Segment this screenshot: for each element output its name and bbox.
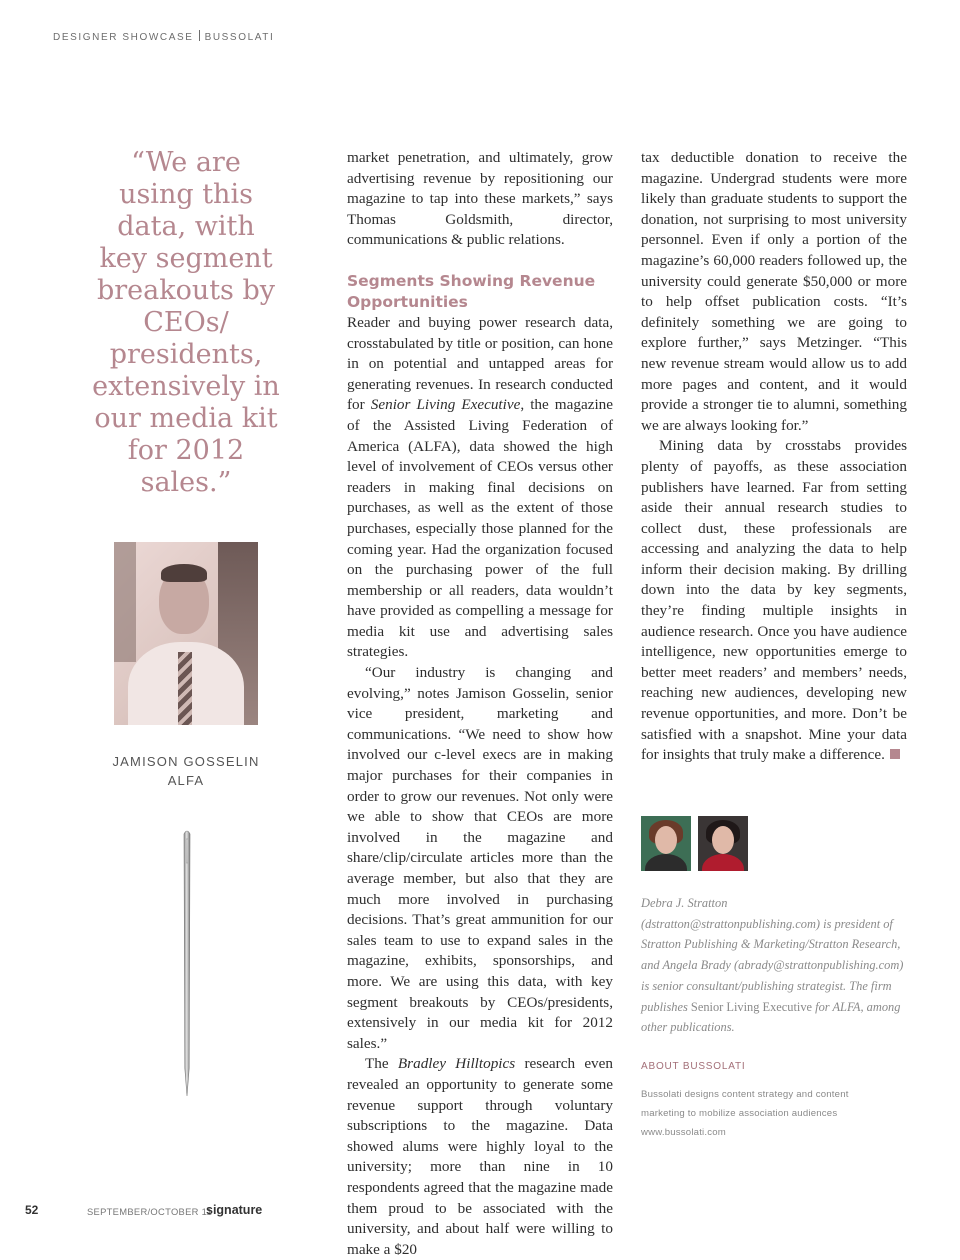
about-heading: ABOUT BUSSOLATI [641,1061,746,1072]
portrait-photo [114,542,258,725]
issue-date: SEPTEMBER/OCTOBER 11 [87,1206,212,1217]
author-photo-brady [698,816,748,871]
header-divider [199,30,200,41]
running-header [53,30,274,43]
magazine-name: signature [206,1203,263,1217]
column1-paragraph-1: market penetration, and ultimately, grow advertising revenue by repositioning our magazine to tap into these markets,” says Thomas Goldsmith, director, communications & public relations. [347,149,613,249]
column2-paragraph-1: tax deductible donation to receive the magazine. Undergrad students were more likely than graduate students to support the donation, not surprising to most university personnel. Even if only a portion of the magazine’s 60,000 readers followed up, the university could generate $50,000 or more to help offset publication costs. “It’s definitely something we are going to explore further,” says Metzinger. “This new revenue stream would allow us to add more pages and content, and it would provide a stronger tie to alumni, something we are always looking for.” [641,149,907,434]
section-subheading: Segments Showing Revenue Opportunities [347,271,596,311]
column1-paragraph-3: “Our industry is changing and evolving,” notes Jamison Gosselin, senior vice president, marketing and communications. “We need to show how involved our c-level execs are in making major purchases for their companies in order to grow our revenues. Not only were we able to show that CEOs are more involved in the magazine and share/clip/circulate articles more than the average member, but also that they are much more involved in purchasing decisions. That’s great ammunition for our sales team to use to expand sales in the magazine, exhibits, sponsorships, and more. We are using this data, with key segment breakouts by CEOs/presidents, extensively in our media kit for 2012 sales.” [347,664,613,1052]
author-photos [641,816,907,872]
bio-publication-title: Senior Living Executive [690,999,813,1014]
portrait-caption [92,752,280,790]
caption-organization: ALFA [167,773,205,788]
author-photo-stratton [641,816,691,871]
publication-title: Bradley Hilltopics [397,1055,516,1073]
about-url-link[interactable]: www.bussolati.com [641,1127,726,1139]
article-column-2 [641,148,907,766]
pull-quote: “We are using this data, with key segment breakouts by CEOs/ presidents, extensively in our media kit for 2012 sales.” [92,147,280,498]
about-text: Bussolati designs content strategy and content marketing to mobilize association audiences www.bussolati.com [641,1085,907,1143]
column2-paragraph-2: Mining data by crosstabs provides plenty of payoffs, as these association publishers have learned. Far from setting aside their annual research studies to collect dust, these professionals are accessing and analyzing the data to help inform their decision making. By drilling down into the data by key segments, they’re finding multiple insights in audience research. Once you have audience intelligence, new opportunities emerge to better meet readers’ and members’ needs, reaching new audiences, developing new revenue opportunities, and more. Don’t be satisfied with a snapshot. Mine your data for insights that truly make a difference. [641,437,907,764]
author-bio: Debra J. Stratton (dstratton@strattonpublishing.com) is president of Stratton Publishing & Marketing/Stratton Research, and Angela Brady (abrady@strattonpublishing.com) is senior consultant/publishing strategist. The firm publishes Senior Living Executive for ALFA, among other publications. [641,896,904,1035]
column1-paragraph-4: The Bradley Hilltopics research even revealed an opportunity to generate some revenue support through voluntary subscriptions to the magazine. Data showed alums were highly loyal to the university; more than nine in 10 respondents agreed that the magazine made them proud to be associated with the university, and about half were willing to make a $20 [347,1055,613,1258]
article-column-1 [347,148,613,1260]
square-end-mark-icon [890,749,900,759]
header-brand: BUSSOLATI [204,32,275,43]
header-section: DESIGNER SHOWCASE [53,32,194,43]
sewing-needle-icon [180,828,194,1098]
caption-person-name: JAMISON GOSSELIN [112,754,260,769]
publication-title: Senior Living Executive [370,396,521,414]
column1-paragraph-2: Reader and buying power research data, crosstabulated by title or position, can hone in on potential and untapped areas for generating revenues. In research conducted for Senior Living Executive, the magazine of the Assisted Living Federation of America (ALFA), data showed the high level of involvement of CEOs versus other readers in making final decisions on purchases, as well as the extent of those purchases, especially those planned for the coming year. Had the organization focused on the purchasing power of the full membership or all readers, data wouldn’t have provided as compelling a message for media kit use and advertising sales strategies. [347,313,613,661]
page-number: 52 [25,1203,39,1217]
